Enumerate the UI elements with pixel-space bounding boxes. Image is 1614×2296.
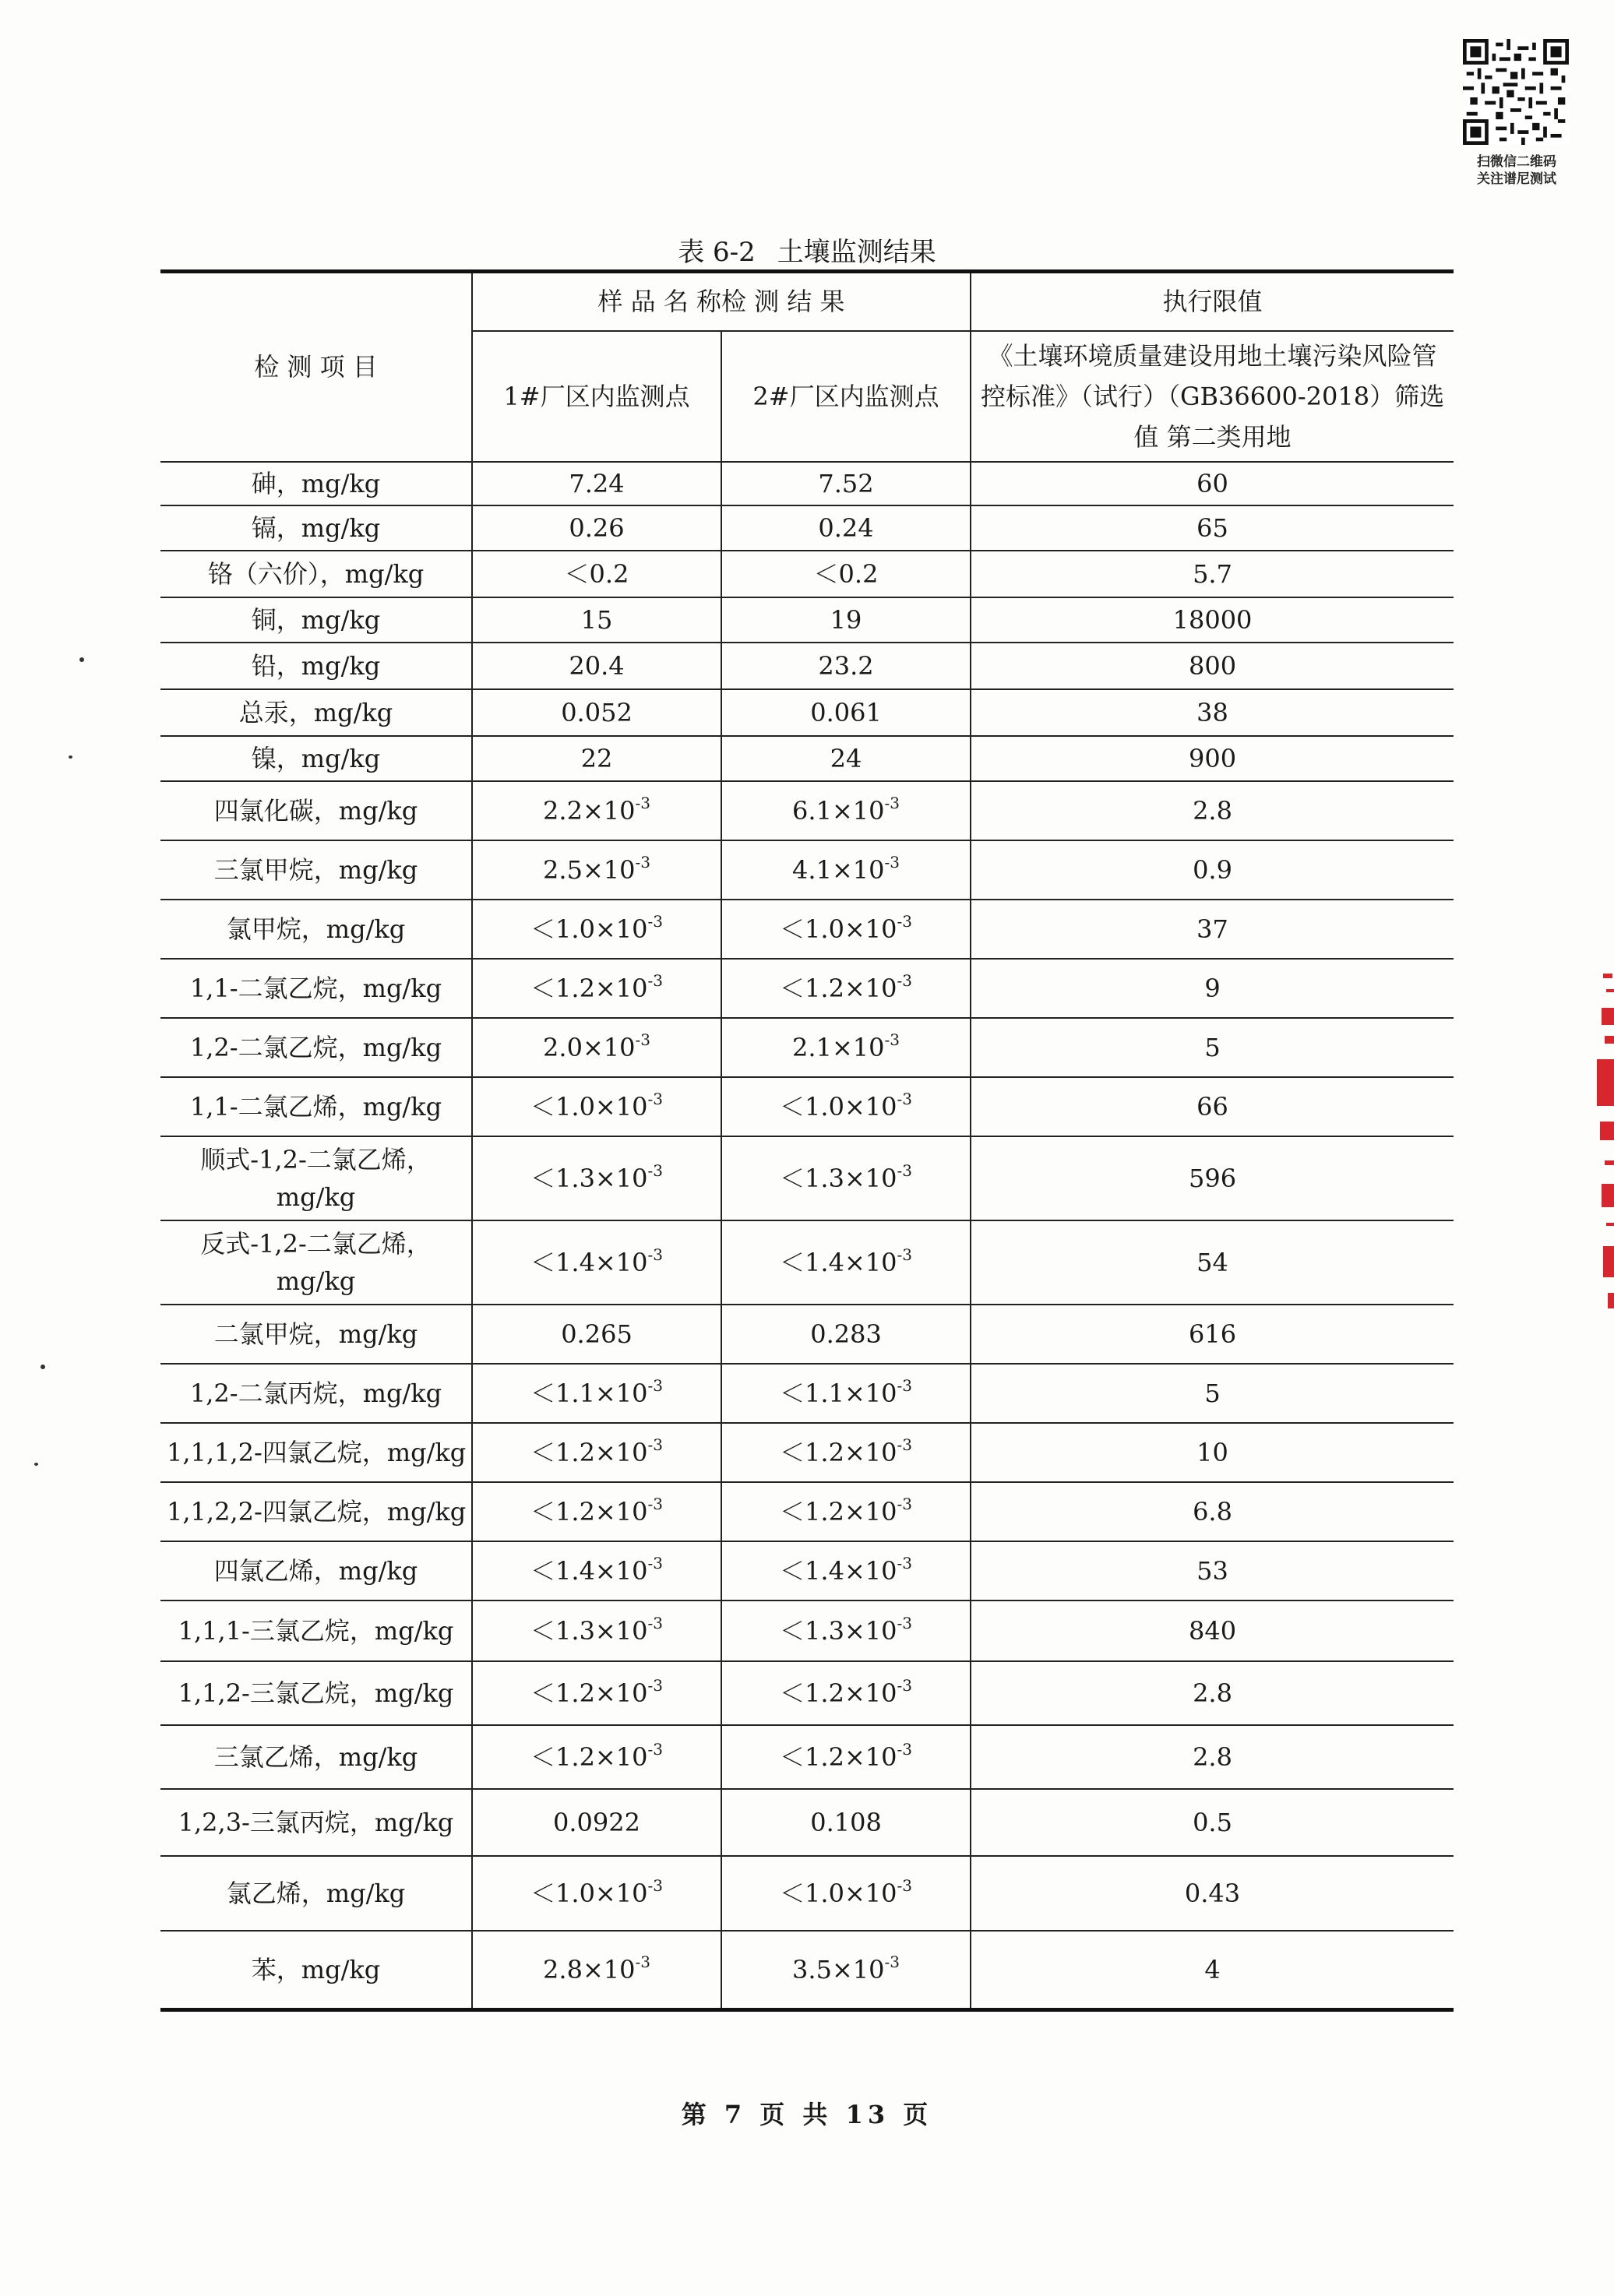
cell-point-1 (472, 1789, 721, 1856)
cell-limit: 5 (971, 1364, 1454, 1423)
value: ＜1.3×10 (780, 1615, 897, 1646)
value: ＜1.4×10 (530, 1555, 648, 1586)
cell-limit: 4 (971, 1931, 1454, 2010)
value: ＜1.0×10 (780, 914, 897, 944)
cell-item: 四氯乙烯，mg/kg (160, 1541, 472, 1601)
cell-point-1 (472, 1077, 721, 1136)
table-row (160, 781, 1454, 840)
cell-point-1 (472, 1364, 721, 1423)
cell-point-1 (472, 840, 721, 900)
value: 7.24 (569, 468, 625, 498)
value: 2.8×10 (543, 1954, 636, 1984)
table-row (160, 1423, 1454, 1482)
value: ＜1.0×10 (780, 1878, 897, 1908)
exponent: -3 (897, 1160, 912, 1180)
value: ＜1.2×10 (780, 1437, 897, 1467)
qr-caption-line1: 扫微信二维码 (1477, 154, 1556, 170)
value: ＜1.1×10 (530, 1378, 648, 1408)
cell-item: 氯甲烷，mg/kg (160, 900, 472, 959)
cell-item: 1,1,2,2-四氯乙烷，mg/kg (160, 1482, 472, 1541)
exponent: -3 (897, 1675, 912, 1695)
table-row (160, 1661, 1454, 1725)
table-row (160, 1725, 1454, 1789)
cell-point-2 (721, 1725, 971, 1789)
table-row (160, 959, 1454, 1018)
value: ＜1.1×10 (780, 1378, 897, 1408)
cell-point-1 (472, 959, 721, 1018)
value: 0.283 (810, 1319, 882, 1349)
cell-item: 1,1,1,2-四氯乙烷，mg/kg (160, 1423, 472, 1482)
cell-item: 铜，mg/kg (160, 597, 472, 643)
cell-point-2 (721, 1601, 971, 1661)
cell-point-2 (721, 1220, 971, 1305)
cell-item: 1,2-二氯丙烷，mg/kg (160, 1364, 472, 1423)
cell-limit: 0.9 (971, 840, 1454, 900)
table-row (160, 462, 1454, 505)
exponent: -3 (647, 1160, 663, 1180)
cell-item: 1,1-二氯乙烷，mg/kg (160, 959, 472, 1018)
header-item: 检 测 项 目 (160, 272, 472, 462)
cell-limit: 66 (971, 1077, 1454, 1136)
value: ＜1.2×10 (530, 1437, 648, 1467)
value: ＜1.0×10 (780, 1091, 897, 1122)
cell-limit: 2.8 (971, 1661, 1454, 1725)
table-row (160, 1305, 1454, 1364)
cell-point-2 (721, 1541, 971, 1601)
cell-point-2 (721, 736, 971, 781)
cell-point-2 (721, 1423, 971, 1482)
cell-item: 镍，mg/kg (160, 736, 472, 781)
cell-item: 顺式-1,2-二氯乙烯，mg/kg (160, 1136, 472, 1220)
cell-point-2 (721, 1305, 971, 1364)
cell-point-1 (472, 1601, 721, 1661)
table-row (160, 1482, 1454, 1541)
value: 2.1×10 (792, 1032, 885, 1062)
cell-item: 1,2,3-三氯丙烷，mg/kg (160, 1789, 472, 1856)
cell-item: 铅，mg/kg (160, 643, 472, 689)
cell-limit: 18000 (971, 597, 1454, 643)
table-row (160, 1931, 1454, 2010)
exponent: -3 (897, 1553, 912, 1572)
cell-limit: 2.8 (971, 1725, 1454, 1789)
cell-point-1 (472, 1136, 721, 1220)
cell-limit: 900 (971, 736, 1454, 781)
table-row (160, 1018, 1454, 1077)
value: 0.0922 (553, 1807, 640, 1837)
cell-item: 苯，mg/kg (160, 1931, 472, 2010)
exponent: -3 (647, 1494, 663, 1513)
cell-item: 三氯乙烯，mg/kg (160, 1725, 472, 1789)
cell-limit: 53 (971, 1541, 1454, 1601)
exponent: -3 (647, 1613, 663, 1632)
value: ＜1.2×10 (780, 973, 897, 1003)
cell-item: 1,1,1-三氯乙烷，mg/kg (160, 1601, 472, 1661)
value: 4.1×10 (792, 854, 885, 885)
exponent: -3 (897, 1375, 912, 1395)
table-row (160, 1136, 1454, 1220)
exponent: -3 (884, 793, 900, 812)
cell-point-2 (721, 1789, 971, 1856)
table-caption (0, 231, 1614, 269)
exponent: -3 (897, 911, 912, 931)
value: ＜1.4×10 (530, 1247, 648, 1277)
table-title: 土壤监测结果 (777, 237, 936, 268)
cell-point-1 (472, 781, 721, 840)
cell-point-1 (472, 1725, 721, 1789)
value: 0.265 (561, 1319, 633, 1349)
value: ＜1.2×10 (780, 1741, 897, 1772)
value: ＜0.2 (813, 558, 879, 589)
red-stamp-edge (1589, 974, 1614, 1316)
value: ＜1.2×10 (530, 1678, 648, 1708)
value: ＜1.2×10 (530, 1741, 648, 1772)
cell-point-2 (721, 1136, 971, 1220)
cell-point-1 (472, 900, 721, 959)
cell-limit: 54 (971, 1220, 1454, 1305)
table-row (160, 643, 1454, 689)
value: ＜1.4×10 (780, 1555, 897, 1586)
scan-speck (79, 657, 84, 662)
table-row (160, 1856, 1454, 1931)
exponent: -3 (897, 1435, 912, 1454)
cell-point-1 (472, 1856, 721, 1931)
scan-speck (41, 1365, 45, 1369)
cell-limit: 10 (971, 1423, 1454, 1482)
table-body (160, 462, 1454, 2010)
page-footer: 第 7 页 共 13 页 (681, 2100, 933, 2129)
cell-limit: 5.7 (971, 551, 1454, 597)
exponent: -3 (647, 1675, 663, 1695)
cell-point-2 (721, 781, 971, 840)
cell-point-2 (721, 1018, 971, 1077)
cell-point-2 (721, 1931, 971, 2010)
cell-item: 1,1-二氯乙烯，mg/kg (160, 1077, 472, 1136)
cell-point-1 (472, 1931, 721, 2010)
cell-item: 1,2-二氯乙烷，mg/kg (160, 1018, 472, 1077)
cell-point-1 (472, 505, 721, 551)
cell-item: 二氯甲烷，mg/kg (160, 1305, 472, 1364)
cell-limit: 840 (971, 1601, 1454, 1661)
exponent: -3 (647, 1435, 663, 1454)
header-limit-standard: 《土壤环境质量建设用地土壤污染风险管控标准》（试行）（GB36600-2018）筛选值 第二类用地 (971, 331, 1454, 462)
exponent: -3 (647, 1553, 663, 1572)
cell-point-2 (721, 505, 971, 551)
cell-point-1 (472, 1018, 721, 1077)
value: ＜1.3×10 (530, 1615, 648, 1646)
value: 3.5×10 (792, 1954, 885, 1984)
cell-item: 镉，mg/kg (160, 505, 472, 551)
exponent: -3 (897, 1245, 912, 1264)
value: 23.2 (818, 650, 874, 681)
cell-limit: 0.5 (971, 1789, 1454, 1856)
cell-point-2 (721, 900, 971, 959)
table-row (160, 505, 1454, 551)
value: 0.26 (569, 512, 625, 543)
cell-item: 氯乙烯，mg/kg (160, 1856, 472, 1931)
cell-point-2 (721, 1856, 971, 1931)
value: ＜1.2×10 (780, 1678, 897, 1708)
value: 0.24 (818, 512, 874, 543)
value: 19 (830, 604, 862, 635)
exponent: -3 (647, 1089, 663, 1108)
cell-point-2 (721, 643, 971, 689)
value: 0.052 (561, 697, 633, 727)
cell-point-2 (721, 1661, 971, 1725)
exponent: -3 (647, 1739, 663, 1759)
soil-results-table (160, 269, 1454, 2012)
value: 15 (580, 604, 613, 635)
exponent: -3 (635, 1030, 650, 1049)
table-row (160, 1364, 1454, 1423)
cell-point-2 (721, 597, 971, 643)
cell-point-2 (721, 959, 971, 1018)
cell-point-1 (472, 462, 721, 505)
header-limit-group: 执行限值 (971, 272, 1454, 331)
qr-code-icon (1463, 39, 1569, 145)
value: 22 (580, 743, 613, 773)
header-point-2: 2#厂区内监测点 (721, 331, 971, 462)
value: ＜1.2×10 (530, 973, 648, 1003)
cell-item: 总汞，mg/kg (160, 689, 472, 736)
cell-limit: 9 (971, 959, 1454, 1018)
cell-limit: 38 (971, 689, 1454, 736)
value: 6.1×10 (792, 795, 885, 826)
value: ＜1.3×10 (530, 1163, 648, 1193)
exponent: -3 (635, 852, 650, 872)
table-row (160, 840, 1454, 900)
exponent: -3 (884, 1030, 900, 1049)
cell-limit: 37 (971, 900, 1454, 959)
cell-limit: 60 (971, 462, 1454, 505)
cell-item: 三氯甲烷，mg/kg (160, 840, 472, 900)
cell-point-1 (472, 1220, 721, 1305)
exponent: -3 (635, 1952, 650, 1971)
value: 20.4 (569, 650, 625, 681)
value: ＜1.2×10 (530, 1496, 648, 1527)
cell-point-1 (472, 643, 721, 689)
exponent: -3 (635, 793, 650, 812)
table-row (160, 1601, 1454, 1661)
exponent: -3 (897, 1089, 912, 1108)
qr-caption-line2: 关注谱尼测试 (1477, 171, 1556, 187)
cell-item: 砷，mg/kg (160, 462, 472, 505)
cell-point-1 (472, 1541, 721, 1601)
cell-point-2 (721, 551, 971, 597)
exponent: -3 (647, 970, 663, 990)
table-row (160, 1541, 1454, 1601)
header-point-1: 1#厂区内监测点 (472, 331, 721, 462)
value: ＜1.0×10 (530, 1878, 648, 1908)
cell-point-1 (472, 1661, 721, 1725)
exponent: -3 (897, 1613, 912, 1632)
table-number: 表 6-2 (678, 237, 756, 268)
table-row (160, 551, 1454, 597)
cell-point-2 (721, 1482, 971, 1541)
exponent: -3 (647, 911, 663, 931)
value: ＜1.3×10 (780, 1163, 897, 1193)
cell-point-1 (472, 1423, 721, 1482)
cell-point-2 (721, 689, 971, 736)
value: 7.52 (818, 468, 874, 498)
table-row (160, 1220, 1454, 1305)
value: ＜1.0×10 (530, 1091, 648, 1122)
header-results-group: 样 品 名 称检 测 结 果 (472, 272, 971, 331)
exponent: -3 (897, 1875, 912, 1895)
value: 2.5×10 (543, 854, 636, 885)
cell-limit: 616 (971, 1305, 1454, 1364)
cell-limit: 2.8 (971, 781, 1454, 840)
value: ＜0.2 (564, 558, 629, 589)
value: ＜1.4×10 (780, 1247, 897, 1277)
cell-point-1 (472, 1482, 721, 1541)
cell-limit: 65 (971, 505, 1454, 551)
value: ＜1.0×10 (530, 914, 648, 944)
exponent: -3 (647, 1375, 663, 1395)
value: 0.108 (810, 1807, 882, 1837)
cell-point-1 (472, 736, 721, 781)
exponent: -3 (884, 1952, 900, 1971)
scan-speck (34, 1463, 38, 1466)
cell-limit: 5 (971, 1018, 1454, 1077)
value: 24 (830, 743, 862, 773)
cell-limit: 596 (971, 1136, 1454, 1220)
value: 2.2×10 (543, 795, 636, 826)
cell-point-2 (721, 1364, 971, 1423)
exponent: -3 (897, 970, 912, 990)
cell-point-1 (472, 551, 721, 597)
exponent: -3 (647, 1245, 663, 1264)
cell-item: 1,1,2-三氯乙烷，mg/kg (160, 1661, 472, 1725)
exponent: -3 (647, 1875, 663, 1895)
cell-item: 铬（六价），mg/kg (160, 551, 472, 597)
scan-speck (69, 755, 72, 759)
exponent: -3 (884, 852, 900, 872)
cell-item: 反式-1,2-二氯乙烯，mg/kg (160, 1220, 472, 1305)
value: ＜1.2×10 (780, 1496, 897, 1527)
cell-limit: 6.8 (971, 1482, 1454, 1541)
table-row (160, 900, 1454, 959)
cell-point-2 (721, 1077, 971, 1136)
cell-point-1 (472, 1305, 721, 1364)
value: 2.0×10 (543, 1032, 636, 1062)
cell-limit: 0.43 (971, 1856, 1454, 1931)
value: 0.061 (810, 697, 882, 727)
table-row (160, 689, 1454, 736)
exponent: -3 (897, 1739, 912, 1759)
cell-point-1 (472, 689, 721, 736)
table-row (160, 736, 1454, 781)
cell-point-2 (721, 840, 971, 900)
table-row (160, 597, 1454, 643)
table-row (160, 1077, 1454, 1136)
cell-point-2 (721, 462, 971, 505)
cell-item: 四氯化碳，mg/kg (160, 781, 472, 840)
cell-point-1 (472, 597, 721, 643)
table-row (160, 1789, 1454, 1856)
cell-limit: 800 (971, 643, 1454, 689)
exponent: -3 (897, 1494, 912, 1513)
qr-caption (1450, 153, 1583, 188)
